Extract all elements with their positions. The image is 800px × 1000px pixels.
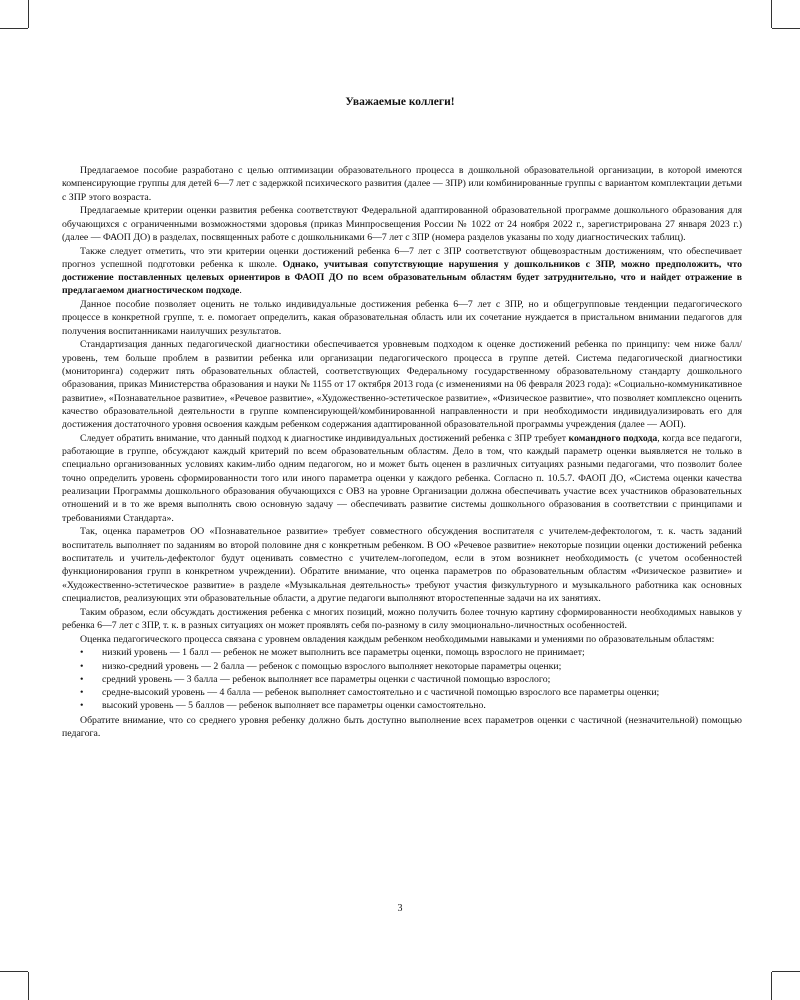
list-item: • средний уровень — 3 балла — ребенок выполняет все параметры оценки с частичной помощью взрослого; xyxy=(80,673,742,686)
document-body xyxy=(62,164,742,741)
paragraph-conclusion: Таким образом, если обсуждать достижения ребенка с многих позиций, можно получить более точную картину сформированности необходимых навыков у ребенка 6—7 лет с ЗПР, т. к. в разных ситуациях он может проявлять себя по-разному в силу эмоционально-личностных особенностей. xyxy=(62,606,742,631)
paragraph-team-approach-start: Следует обратить внимание, что данный подход к диагностике индивидуальных достижений ребенка с ЗПР требует xyxy=(80,432,569,444)
paragraph-joint-assessment: Так, оценка параметров ОО «Познавательное развитие» требует совместного обсуждения воспитателя с учителем-дефектологом, т. к. часть заданий воспитатель выполняет по заданиям во второй половине дня с конкретным ребенком. В ОО «Речевое развитие» некоторые позиции оценки достижений ребенка воспитатель и учитель-дефектолог будут оценивать совместно с учителем-логопедом, если в этом возникнет необходимость (с учетом особенностей функционирования групп в конкретном учреждении). Обратите внимание, что оценка параметров по образовательным областям «Физическое развитие» и «Художественно-эстетическое развитие» в разделе «Музыкальная деятельность» требуют участия физкультурного и музыкального работника как основных специалистов, реализующих эти образовательные области, а другие педагоги выполняют второстепенные задачи на их занятиях. xyxy=(62,526,742,604)
paragraph-group-trends: Данное пособие позволяет оценить не только индивидуальные достижения ребенка 6—7 лет с ЗПР, но и общегрупповые тенденции педагогического процессе в конкретной группе, т. е. помогает определить, какая образовательная область или их сочетание нуждается в пристальном внимании педагогов для получения воспитанниками наилучших результатов. xyxy=(62,299,742,337)
list-item: • низко-средний уровень — 2 балла — ребенок с помощью взрослого выполняет некоторые параметры оценки; xyxy=(80,660,742,673)
list-item: • высокий уровень — 5 баллов — ребенок выполняет все параметры оценки самостоятельно. xyxy=(80,699,742,712)
paragraph-intro: Предлагаемое пособие разработано с целью оптимизации образовательного процесса в дошкольной образовательной организации, в которой имеются компенсирующие группы для детей 6—7 лет с задержкой психического развития (далее — ЗПР) или комбинированные группы с вариантом комплектации детьми с ЗПР этого возраста. xyxy=(62,165,742,203)
paragraph-criteria: Предлагаемые критерии оценки развития ребенка соответствуют Федеральной адаптированной образовательной программе дошкольного образования для обучающихся с ограниченными возможностями здоровья (приказ Минпросвещения России № 1022 от 24 ноября 2022 г., зарегистрирована 27 января 2023 г.) (далее — ФАОП ДО) в разделах, посвященных работе с дошкольниками 6—7 лет с ЗПР (номера разделов указаны по ходу диагностических таблиц). xyxy=(62,205,742,243)
crop-mark-bottom-right-h xyxy=(772,971,800,972)
paragraph-standardization: Стандартизация данных педагогической диагностики обеспечивается уровневым подходом к оценке достижений ребенка по принципу: чем ниже балл/уровень, тем больше проблем в развитии ребенка или организации педагогического процесса в группе детей. Система педагогической диагностики (мониторинга) содержит пять образовательных областей, соответствующих Федеральному государственному образовательному стандарту дошкольного образования, приказ Министерства образования и науки № 1155 от 17 октября 2013 года (с изменениями на 06 февраля 2023 года): «Социально-коммуникативное развитие», «Познавательное развитие», «Речевое развитие», «Художественно-эстетическое развитие», «Физическое развитие», что позволяет комплексно оценить качество образовательной деятельности в группе компенсирующей/комбинированной направленности и при необходимости индивидуализировать его для достижения достаточного уровня освоения каждым ребенком содержания адаптированной образовательной программы учреждения (далее — АОП). xyxy=(62,339,742,431)
list-item: • низкий уровень — 1 балл — ребенок не может выполнить все параметры оценки, помощь взрослого не принимает; xyxy=(80,646,742,659)
paragraph-levels-intro: Оценка педагогического процесса связана с уровнем овладения каждым ребенком необходимыми навыками и умениями по образовательным областям: xyxy=(80,633,715,645)
paragraph-prognosis-start: Также следует отметить, что эти критерии оценки достижений ребенка 6—7 лет с ЗПР соответствуют общевозрастным достижениям, что обеспечивает прогноз успешной подготовки ребенка к школе. xyxy=(62,245,742,270)
paragraph-team-approach-bold: командного подхода xyxy=(568,432,658,444)
crop-mark-top-right-v xyxy=(771,0,772,28)
page-number: 3 xyxy=(397,903,403,914)
paragraph-team-approach xyxy=(62,432,742,525)
crop-mark-top-left-h xyxy=(0,28,28,29)
crop-mark-top-left-v xyxy=(28,0,29,28)
crop-mark-top-right-h xyxy=(772,28,800,29)
paragraph-team-approach-end: , когда все педагоги, работающие в группе, обсуждают каждый критерий по всем образовательным областям. Дело в том, что каждый параметр оценки выявляется не только в специально организованных условиях каким-либо одним педагогом, но и может быть оценен в различных ситуациях разными педагогами, что позволит более точно определить уровень сформированности того или иного параметра оценки у каждого ребенка. Согласно п. 10.5.7. ФАОП ДО, «Система оценки качества реализации Программы дошкольного образования обучающихся с ОВЗ на уровне Организации должна обеспечивать участие всех участников образовательных отношений и в то же время выполнять свою основную задачу — обеспечивать развитие системы дошкольного образования в соответствии с принципами и требованиями Стандарта». xyxy=(62,432,742,524)
paragraph-final-note: Обратите внимание, что со среднего уровня ребенку должно быть доступно выполнение всех параметров оценки с частичной (незначительной) помощью педагога. xyxy=(62,714,742,739)
paragraph-prognosis-bold: Однако, учитывая сопутствующие нарушения у дошкольников с ЗПР, можно предположить, что достижение поставленных целевых ориентиров в ФАОП ДО по всем образовательным областям будет затруднительно, что и найдет отражение в предлагаемом диагностическом подходе xyxy=(62,258,742,297)
crop-mark-bottom-right-v xyxy=(771,972,772,1000)
page-title: Уважаемые коллеги! xyxy=(345,96,455,108)
paragraph-prognosis xyxy=(62,245,742,298)
crop-mark-bottom-left-v xyxy=(28,972,29,1000)
levels-list xyxy=(62,646,742,712)
list-item: • средне-высокий уровень — 4 балла — ребенок выполняет самостоятельно и с частичной помощью взрослого все параметры оценки; xyxy=(80,686,742,699)
paragraph-prognosis-end: . xyxy=(239,285,242,297)
crop-mark-bottom-left-h xyxy=(0,971,28,972)
